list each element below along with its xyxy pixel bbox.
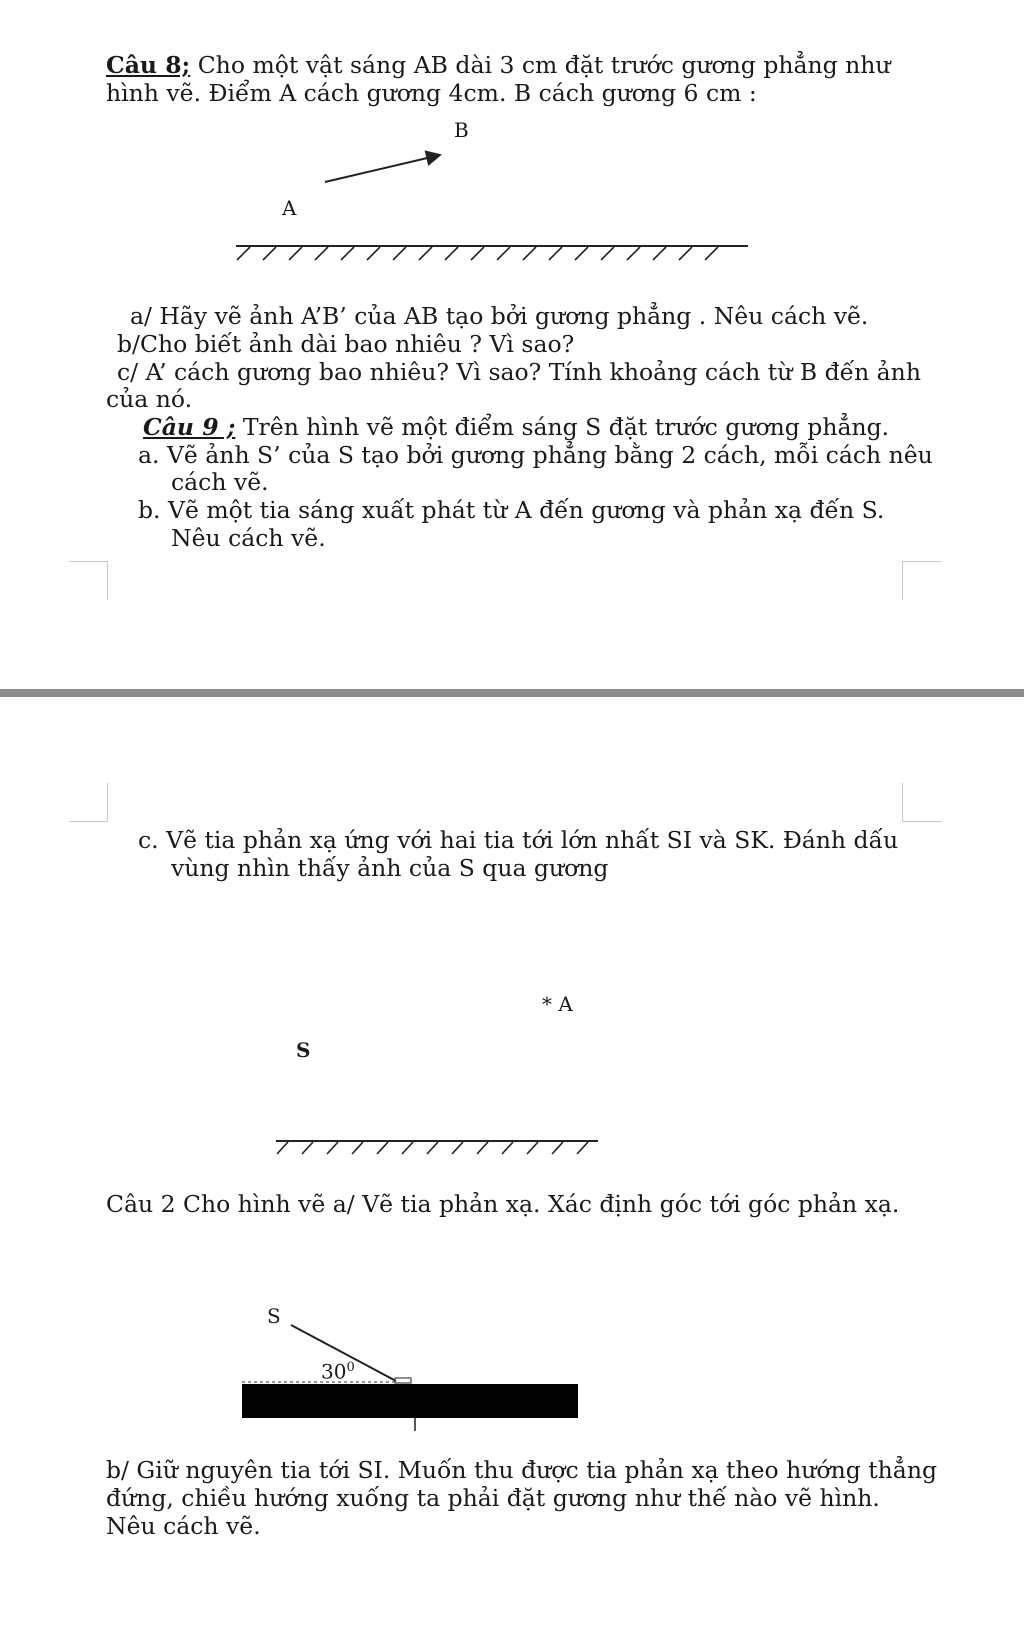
q9-item-c-line1: c. Vẽ tia phản xạ ứng với hai tia tới lớn nhất SI và SK. Đánh dấu [138,826,899,854]
q2-part-b-line1: b/ Giữ nguyên tia tới SI. Muốn thu được tia phản xạ theo hướng thẳng [106,1456,937,1484]
q9-item-a-line1: a. Vẽ ảnh S’ của S tạo bởi gương phẳng bằng 2 cách, mỗi cách nêu [138,441,933,469]
q2-part-b-line3: Nêu cách vẽ. [106,1512,261,1540]
mirror-block [242,1384,578,1418]
q8-part-a: a/ Hãy vẽ ảnh A’B’ của AB tạo bởi gương phẳng . Nêu cách vẽ. [130,302,869,330]
point-b-label: B [454,118,469,142]
point-a-star-label: * A [542,992,573,1016]
q9-item-c-line2: vùng nhìn thấy ảnh của S qua gương [171,854,609,882]
q2-line1: Câu 2 Cho hình vẽ a/ Vẽ tia phản xạ. Xác định góc tới góc phản xạ. [106,1190,900,1218]
normal-marker [395,1378,411,1383]
angle-value: 30 [321,1359,347,1384]
q2-part-b-line2: đứng, chiều hướng xuống ta phải đặt gương như thế nào vẽ hình. [106,1484,880,1512]
q9-item-b-line2: Nêu cách vẽ. [171,524,326,552]
q8-label: Câu 8; [106,51,191,79]
q2-point-s-label: S [267,1304,281,1328]
point-a-label: A [282,196,297,220]
q9-intro-text: Trên hình vẽ một điểm sáng S đặt trước gương phẳng. [235,413,890,441]
q8-part-c-line2: của nó. [106,385,193,413]
q8-part-c-line1: c/ A’ cách gương bao nhiêu? Vì sao? Tính khoảng cách từ B đến ảnh [117,358,921,386]
q9-item-b-line1: b. Vẽ một tia sáng xuất phát từ A đến gương và phản xạ đến S. [138,496,885,524]
point-s-label: S [296,1038,311,1062]
q9-item-a-line2: cách vẽ. [171,468,269,496]
q8-intro-line2: hình vẽ. Điểm A cách gương 4cm. B cách gương 6 cm : [106,79,757,107]
incident-ray-si [291,1325,396,1381]
angle-degree: 0 [346,1360,355,1375]
q8-part-b: b/Cho biết ảnh dài bao nhiêu ? Vì sao? [117,330,575,358]
q9-label: Câu 9 ; [143,413,236,441]
q8-intro-text: Cho một vật sáng AB dài 3 cm đặt trước gương phẳng như [190,51,891,79]
